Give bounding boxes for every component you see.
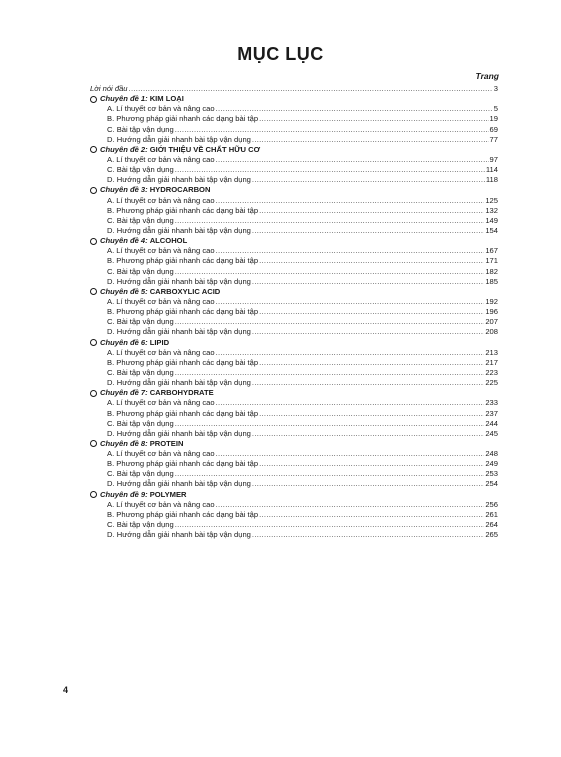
dot-leader <box>252 175 485 185</box>
toc-entry-page: 254 <box>485 479 498 489</box>
circle-bullet-icon <box>90 288 97 295</box>
toc-entry-label: B. Phương pháp giải nhanh các dạng bài tập <box>107 459 259 469</box>
toc-entry-page: 196 <box>485 307 498 317</box>
toc-entry-label: C. Bài tập vận dụng <box>107 418 174 428</box>
toc-entry-page: 171 <box>485 256 498 266</box>
toc-entry[interactable] <box>90 500 498 510</box>
toc-entry-page: 97 <box>489 154 498 164</box>
toc-entry-label: D. Hướng dẫn giải nhanh bài tập vận dụng <box>107 276 251 286</box>
circle-bullet-icon <box>90 187 97 194</box>
chapter-prefix: Chuyên đề 5: <box>100 286 148 296</box>
toc-entry-label: C. Bài tập vận dụng <box>107 367 174 377</box>
toc-entry-page: 149 <box>485 215 498 225</box>
toc-entry-label: D. Hướng dẫn giải nhanh bài tập vận dụng <box>107 225 251 235</box>
toc-entry-label: A. Lí thuyết cơ bản và nâng cao <box>107 347 215 357</box>
toc-entry-page: 217 <box>485 357 498 367</box>
toc-entry-label: D. Hướng dẫn giải nhanh bài tập vận dụng <box>107 378 251 388</box>
toc-entry-page: 213 <box>485 347 498 357</box>
dot-leader <box>252 226 484 236</box>
toc-entry-page: 244 <box>485 418 498 428</box>
toc-entry[interactable] <box>90 479 498 489</box>
toc-entry-page: 192 <box>485 296 498 306</box>
toc-entry[interactable] <box>90 459 498 469</box>
toc-entry-label: D. Hướng dẫn giải nhanh bài tập vận dụng <box>107 428 251 438</box>
toc-entry-page: 261 <box>485 509 498 519</box>
toc-entry-label: B. Phương pháp giải nhanh các dạng bài tập <box>107 307 259 317</box>
toc-entry[interactable] <box>90 104 498 114</box>
chapter-name: CARBOHYDRATE <box>149 388 214 398</box>
toc-chapter-heading[interactable] <box>90 439 498 449</box>
circle-bullet-icon <box>90 440 97 447</box>
toc-entry[interactable] <box>90 175 498 185</box>
toc-entry-page: 182 <box>485 266 498 276</box>
dot-leader <box>175 317 485 327</box>
dot-leader <box>175 368 485 378</box>
toc-entry[interactable] <box>90 277 498 287</box>
toc-entry-page: 185 <box>485 276 498 286</box>
toc-entry[interactable] <box>90 449 498 459</box>
toc-entry[interactable] <box>90 530 498 540</box>
toc-entry-label: D. Hướng dẫn giải nhanh bài tập vận dụng <box>107 479 251 489</box>
dot-leader <box>216 196 485 206</box>
toc-chapter-heading[interactable] <box>90 287 498 297</box>
dot-leader <box>259 307 484 317</box>
toc-entry-label: B. Phương pháp giải nhanh các dạng bài tập <box>107 114 259 124</box>
toc-entry-label: C. Bài tập vận dụng <box>107 165 174 175</box>
toc-entry[interactable] <box>90 348 498 358</box>
dot-leader <box>259 256 484 266</box>
toc-entry-page: 207 <box>485 317 498 327</box>
toc-preface-line[interactable] <box>90 84 498 94</box>
dot-leader <box>252 277 484 287</box>
toc-entry[interactable] <box>90 469 498 479</box>
chapter-prefix: Chuyên đề 3: <box>100 185 148 195</box>
dot-leader <box>216 348 485 358</box>
chapter-name: PROTEIN <box>149 438 184 448</box>
toc-entry[interactable] <box>90 256 498 266</box>
toc-entry-label: A. Lí thuyết cơ bản và nâng cao <box>107 195 215 205</box>
chapter-prefix: Chuyên đề 8: <box>100 438 148 448</box>
toc-entry-label: C. Bài tập vận dụng <box>107 317 174 327</box>
toc-entry[interactable] <box>90 165 498 175</box>
chapter-prefix: Chuyên đề 1: <box>100 94 148 104</box>
dot-leader <box>175 520 485 530</box>
chapter-prefix: Chuyên đề 2: <box>100 144 148 154</box>
chapter-name: POLYMER <box>149 489 187 499</box>
dot-leader <box>259 459 484 469</box>
dot-leader <box>175 469 485 479</box>
toc-entry[interactable] <box>90 368 498 378</box>
toc-entry-page: 19 <box>489 114 498 124</box>
toc-entry-page: 69 <box>489 124 498 134</box>
dot-leader <box>216 297 485 307</box>
dot-leader <box>259 358 484 368</box>
toc-entry-page: 114 <box>485 165 498 175</box>
dot-leader <box>216 246 485 256</box>
dot-leader <box>129 84 493 94</box>
toc-chapter-heading[interactable] <box>90 145 498 155</box>
circle-bullet-icon <box>90 146 97 153</box>
toc-entry-page: 249 <box>485 459 498 469</box>
toc-entry[interactable] <box>90 327 498 337</box>
dot-leader <box>216 398 485 408</box>
page-column-header: Trang <box>475 71 499 81</box>
toc-entry[interactable] <box>90 398 498 408</box>
toc-entry[interactable] <box>90 216 498 226</box>
toc-entry-page: 225 <box>485 378 498 388</box>
toc-entry-label: Lời nói đầu <box>90 84 128 93</box>
toc-entry-label: C. Bài tập vận dụng <box>107 266 174 276</box>
dot-leader <box>259 206 484 216</box>
circle-bullet-icon <box>90 390 97 397</box>
circle-bullet-icon <box>90 339 97 346</box>
toc-entry-page: 167 <box>485 246 498 256</box>
toc-entry[interactable] <box>90 246 498 256</box>
chapter-prefix: Chuyên đề 4: <box>100 236 148 246</box>
dot-leader <box>252 378 484 388</box>
toc-chapter-heading[interactable] <box>90 490 498 500</box>
toc-chapter-heading[interactable] <box>90 185 498 195</box>
toc-entry-page: 154 <box>485 225 498 235</box>
chapter-name: LIPID <box>149 337 170 347</box>
toc-entry-label: C. Bài tập vận dụng <box>107 124 174 134</box>
toc-entry-label: A. Lí thuyết cơ bản và nâng cao <box>107 154 215 164</box>
toc-entry-label: B. Phương pháp giải nhanh các dạng bài tập <box>107 509 259 519</box>
dot-leader <box>259 114 488 124</box>
toc-entry[interactable] <box>90 510 498 520</box>
toc-entry-page: 256 <box>485 499 498 509</box>
dot-leader <box>259 409 484 419</box>
toc-entry[interactable] <box>90 419 498 429</box>
dot-leader <box>216 449 485 459</box>
circle-bullet-icon <box>90 491 97 498</box>
toc-entry-label: C. Bài tập vận dụng <box>107 520 174 530</box>
chapter-name: HYDROCARBON <box>149 185 211 195</box>
toc-entry-label: A. Lí thuyết cơ bản và nâng cao <box>107 499 215 509</box>
circle-bullet-icon <box>90 238 97 245</box>
toc-entry[interactable] <box>90 378 498 388</box>
chapter-name: KIM LOẠI <box>149 94 184 104</box>
toc-entry[interactable] <box>90 226 498 236</box>
toc-entry-page: 77 <box>489 134 498 144</box>
toc-entry[interactable] <box>90 429 498 439</box>
table-of-contents <box>90 84 498 540</box>
dot-leader <box>216 104 493 114</box>
toc-entry[interactable] <box>90 297 498 307</box>
toc-entry-page: 125 <box>485 195 498 205</box>
dot-leader <box>175 419 485 429</box>
toc-entry-page: 248 <box>485 449 498 459</box>
toc-entry-label: D. Hướng dẫn giải nhanh bài tập vận dụng <box>107 327 251 337</box>
toc-entry-label: B. Phương pháp giải nhanh các dạng bài tập <box>107 256 259 266</box>
chapter-name: GIỚI THIỆU VỀ CHẤT HỮU CƠ <box>149 144 261 154</box>
toc-entry-page: 233 <box>485 398 498 408</box>
dot-leader <box>175 165 485 175</box>
toc-entry-label: B. Phương pháp giải nhanh các dạng bài tập <box>107 205 259 215</box>
toc-entry[interactable] <box>90 125 498 135</box>
toc-entry-page: 223 <box>485 367 498 377</box>
dot-leader <box>252 135 489 145</box>
toc-entry-page: 118 <box>485 175 498 185</box>
toc-chapter-heading[interactable] <box>90 94 498 104</box>
toc-chapter-heading[interactable] <box>90 338 498 348</box>
dot-leader <box>252 479 484 489</box>
circle-bullet-icon <box>90 96 97 103</box>
toc-entry-label: B. Phương pháp giải nhanh các dạng bài tập <box>107 357 259 367</box>
dot-leader <box>216 155 489 165</box>
chapter-prefix: Chuyên đề 7: <box>100 388 148 398</box>
dot-leader <box>175 125 489 135</box>
page-title: MỤC LỤC <box>237 44 324 64</box>
toc-entry-label: A. Lí thuyết cơ bản và nâng cao <box>107 398 215 408</box>
toc-entry[interactable] <box>90 155 498 165</box>
toc-chapter-heading[interactable] <box>90 388 498 398</box>
toc-entry-page: 5 <box>493 104 498 114</box>
toc-entry-label: B. Phương pháp giải nhanh các dạng bài tập <box>107 408 259 418</box>
toc-entry[interactable] <box>90 409 498 419</box>
toc-entry[interactable] <box>90 114 498 124</box>
toc-entry-page: 265 <box>485 530 498 540</box>
toc-entry-label: A. Lí thuyết cơ bản và nâng cao <box>107 296 215 306</box>
toc-entry-label: A. Lí thuyết cơ bản và nâng cao <box>107 104 215 114</box>
dot-leader <box>252 530 484 540</box>
toc-entry-page: 264 <box>485 520 498 530</box>
chapter-prefix: Chuyên đề 6: <box>100 337 148 347</box>
toc-entry[interactable] <box>90 307 498 317</box>
toc-entry-page: 208 <box>485 327 498 337</box>
toc-entry[interactable] <box>90 196 498 206</box>
toc-entry-label: D. Hướng dẫn giải nhanh bài tập vận dụng <box>107 530 251 540</box>
dot-leader <box>259 510 484 520</box>
chapter-name: ALCOHOL <box>149 236 188 246</box>
toc-entry[interactable] <box>90 206 498 216</box>
toc-entry-label: A. Lí thuyết cơ bản và nâng cao <box>107 246 215 256</box>
toc-entry-page: 132 <box>485 205 498 215</box>
page-number: 4 <box>63 685 69 695</box>
toc-entry-label: D. Hướng dẫn giải nhanh bài tập vận dụng <box>107 134 251 144</box>
toc-chapter-heading[interactable] <box>90 236 498 246</box>
toc-entry[interactable] <box>90 135 498 145</box>
toc-entry-label: C. Bài tập vận dụng <box>107 469 174 479</box>
toc-entry[interactable] <box>90 317 498 327</box>
dot-leader <box>252 429 484 439</box>
chapter-prefix: Chuyên đề 9: <box>100 489 148 499</box>
dot-leader <box>252 327 484 337</box>
toc-entry[interactable] <box>90 267 498 277</box>
toc-entry-page: 245 <box>485 428 498 438</box>
toc-entry-label: C. Bài tập vận dụng <box>107 215 174 225</box>
dot-leader <box>175 216 485 226</box>
dot-leader <box>175 267 485 277</box>
toc-entry-page: 237 <box>485 408 498 418</box>
toc-entry[interactable] <box>90 520 498 530</box>
toc-entry-label: A. Lí thuyết cơ bản và nâng cao <box>107 449 215 459</box>
toc-entry-label: D. Hướng dẫn giải nhanh bài tập vận dụng <box>107 175 251 185</box>
toc-entry[interactable] <box>90 358 498 368</box>
chapter-name: CARBOXYLIC ACID <box>149 286 221 296</box>
dot-leader <box>216 500 485 510</box>
toc-entry-page: 253 <box>485 469 498 479</box>
toc-entry-page: 3 <box>493 84 498 93</box>
